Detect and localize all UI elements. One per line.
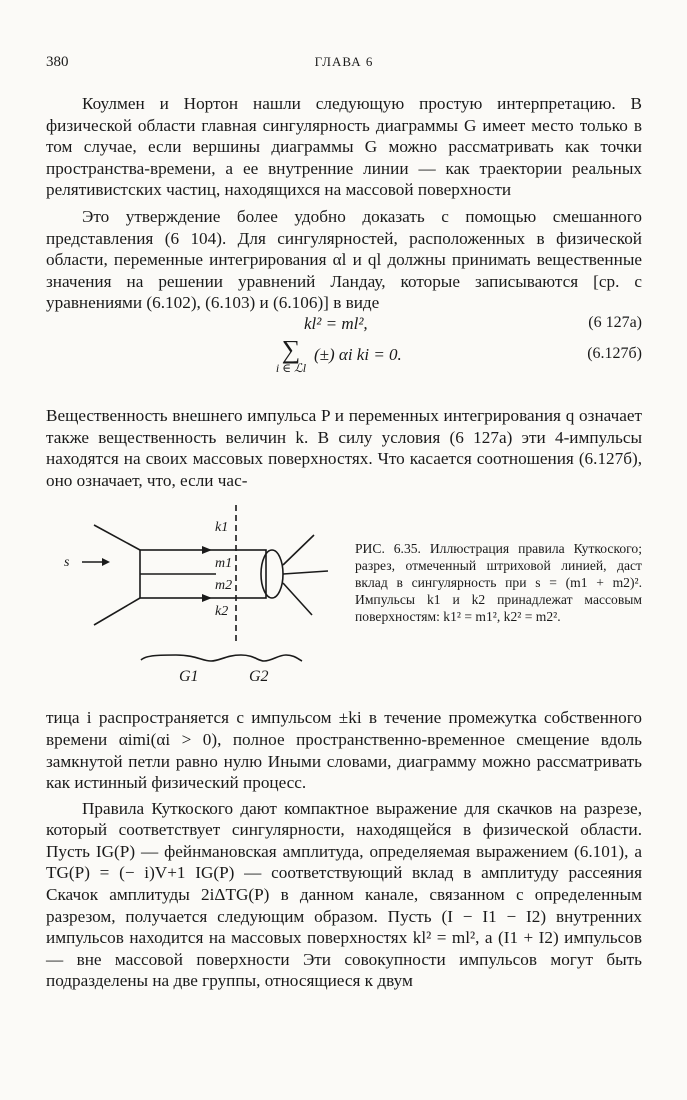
- summation-index: i ∈ ℒl: [275, 360, 307, 375]
- summation: [268, 334, 314, 376]
- vertex-blob-G2: [261, 550, 283, 598]
- external-line-out-3: [283, 583, 312, 615]
- running-header: [46, 54, 642, 76]
- paragraph-5: Правила Куткоского дают компактное выражение для скачков на разрезе, который соответствует сингулярности, находящейся в физической области. Пусть IG(P) — фейнмановская амплитуда, определяемая выражением (6.101), а TG(P) = (− i)V+1 IG(P) — соответствующий вклад в амплитуду рассеяния Скачок амплитуды 2iΔTG(P) в данном канале, связанном с определенным разрезом, получается следующим образом. Пусть (I − I1 − I2) внутренних импульсов находится на массовых поверхностях kl² = ml², а (I1 + I2) импульсов — вне массовой поверхности Эти совокупности импульсов могут быть подразделены на две группы, относящиеся к двум: [46, 798, 642, 991]
- label-G1: G1: [179, 668, 199, 686]
- equation-6-127a-body: kl² = ml²,: [304, 313, 368, 333]
- label-k1: k1: [215, 520, 229, 536]
- equation-6-127b-number: (6.127б): [587, 344, 642, 362]
- external-line-out-1: [283, 535, 314, 565]
- s-arrow-head: [102, 558, 110, 566]
- label-m2: m2: [215, 578, 233, 594]
- equation-6-127a-number: (6 127а): [588, 313, 642, 331]
- equation-6-127b: [46, 334, 642, 391]
- feynman-diagram: [46, 505, 351, 701]
- label-m1: m1: [215, 556, 233, 572]
- paragraph-1: Коулмен и Нортон нашли следующую простую интерпретацию. В физической области главная сингулярность диаграммы G имеет место только в том случае, если вершины диаграммы G можно рассматривать как точки пространства-времени, а ее внутренние линии — как траектории реальных релятивистских частиц, находящихся на массовой поверхности: [46, 94, 642, 200]
- external-line-in-bottom: [94, 598, 140, 625]
- external-line-out-2: [283, 571, 328, 574]
- sigma-symbol: ∑: [281, 334, 301, 364]
- paragraph-2: Это утверждение более удобно доказать с помощью смешанного представления (6 104). Для сингулярностей, расположенных в физической области, переменные интегрирования αl и ql должны принимать вещественные значения на решении уравнений Ландау, которые записываются [ср. с уравнениями (6.102), (6.103) и (6.106)] в виде: [46, 206, 642, 313]
- k1-arrow: [202, 546, 212, 554]
- chapter-title: ГЛАВА 6: [314, 54, 374, 69]
- label-s: s: [64, 555, 70, 571]
- label-k2: k2: [215, 604, 229, 620]
- page: [46, 54, 642, 992]
- external-line-in-top: [94, 525, 140, 550]
- paragraph-4: тица i распространяется с импульсом ±ki в течение промежутка собственного времени αimi(αi > 0), полное пространственно-временное смещение вдоль замкнутой петли равно нулю Иными словами, диаграмму можно рассматривать как истинный физический процесс.: [46, 708, 642, 793]
- figure-caption: РИС. 6.35. Иллюстрация правила Куткоского; разрез, отмеченный штриховой линией, даст вклад в сингулярность при s = (m1 + m2)². Импульсы k1 и k2 принадлежат массовым поверхностям: k1² = m1², k2² = m2².: [355, 541, 642, 625]
- equation-6-127a: [46, 314, 642, 337]
- bracket-G1-G2: [141, 655, 302, 661]
- paragraph-3: Вещественность внешнего импульса P и переменных интегрирования q означает также вещественность величин k. В силу условия (6 127а) эти 4-импульсы находятся на своих массовых поверхностях. Что касается соотношения (6.127б), оно означает, что, если час-: [46, 405, 642, 490]
- label-G2: G2: [249, 668, 269, 686]
- k2-arrow: [202, 594, 212, 602]
- equation-6-127b-body: (±) αi ki = 0.: [314, 344, 402, 364]
- page-number: 380: [46, 54, 69, 70]
- figure-6-35: [46, 505, 642, 701]
